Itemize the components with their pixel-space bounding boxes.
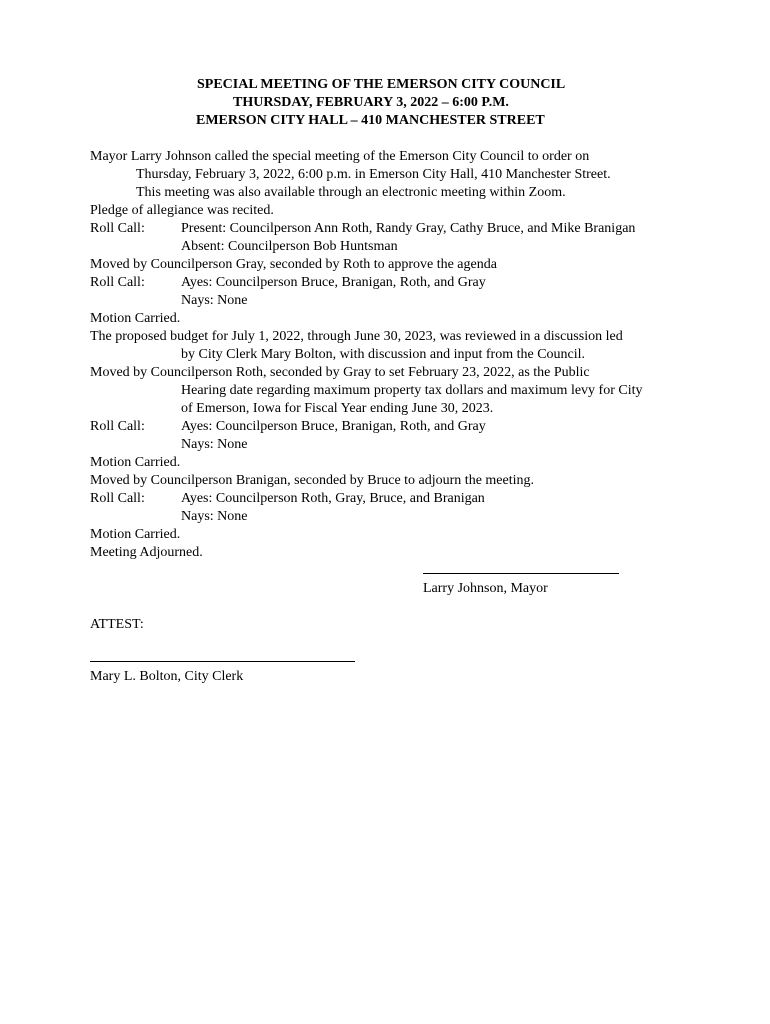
mayor-signature-name: Larry Johnson, Mayor	[423, 581, 548, 596]
roll-call-ayes: Ayes: Councilperson Bruce, Branigan, Roth, and Gray	[181, 419, 486, 434]
roll-call-nays: Nays: None	[181, 293, 248, 308]
motion-carried: Motion Carried.	[90, 311, 181, 326]
roll-call-ayes: Ayes: Councilperson Bruce, Branigan, Roth, and Gray	[181, 275, 486, 290]
roll-call-label: Roll Call:	[90, 419, 145, 434]
attest-label: ATTEST:	[90, 617, 144, 632]
meeting-adjourned: Meeting Adjourned.	[90, 545, 203, 560]
body-line: Mayor Larry Johnson called the special meeting of the Emerson City Council to order on	[90, 149, 590, 164]
body-line: This meeting was also available through an electronic meeting within Zoom.	[136, 185, 566, 200]
motion-line: Moved by Councilperson Gray, seconded by Roth to approve the agenda	[90, 257, 497, 272]
motion-line: of Emerson, Iowa for Fiscal Year ending June 30, 2023.	[181, 401, 494, 416]
motion-line: Hearing date regarding maximum property tax dollars and maximum levy for City	[181, 383, 643, 398]
body-line: by City Clerk Mary Bolton, with discussion and input from the Council.	[181, 347, 586, 362]
roll-call-label: Roll Call:	[90, 221, 145, 236]
body-line: Pledge of allegiance was recited.	[90, 203, 274, 218]
roll-call-label: Roll Call:	[90, 491, 145, 506]
title-line-3: EMERSON CITY HALL – 410 MANCHESTER STREET	[196, 113, 545, 128]
roll-call-absent: Absent: Councilperson Bob Huntsman	[181, 239, 398, 254]
roll-call-nays: Nays: None	[181, 509, 248, 524]
clerk-signature-line	[90, 661, 355, 662]
motion-line: Moved by Councilperson Branigan, seconded by Bruce to adjourn the meeting.	[90, 473, 535, 488]
motion-carried: Motion Carried.	[90, 527, 181, 542]
motion-line: Moved by Councilperson Roth, seconded by Gray to set February 23, 2022, as the Public	[90, 365, 590, 380]
body-line: Thursday, February 3, 2022, 6:00 p.m. in Emerson City Hall, 410 Manchester Street.	[136, 167, 611, 182]
clerk-signature-name: Mary L. Bolton, City Clerk	[90, 669, 244, 684]
body-line: The proposed budget for July 1, 2022, through June 30, 2023, was reviewed in a discussion led	[90, 329, 623, 344]
title-line-2: THURSDAY, FEBRUARY 3, 2022 – 6:00 P.M.	[233, 95, 509, 110]
roll-call-nays: Nays: None	[181, 437, 248, 452]
title-line-1: SPECIAL MEETING OF THE EMERSON CITY COUNCIL	[197, 77, 566, 92]
mayor-signature-line	[423, 573, 619, 574]
motion-carried: Motion Carried.	[90, 455, 181, 470]
roll-call-ayes: Ayes: Councilperson Roth, Gray, Bruce, and Branigan	[181, 491, 485, 506]
roll-call-label: Roll Call:	[90, 275, 145, 290]
roll-call-present: Present: Councilperson Ann Roth, Randy Gray, Cathy Bruce, and Mike Branigan	[181, 221, 636, 236]
